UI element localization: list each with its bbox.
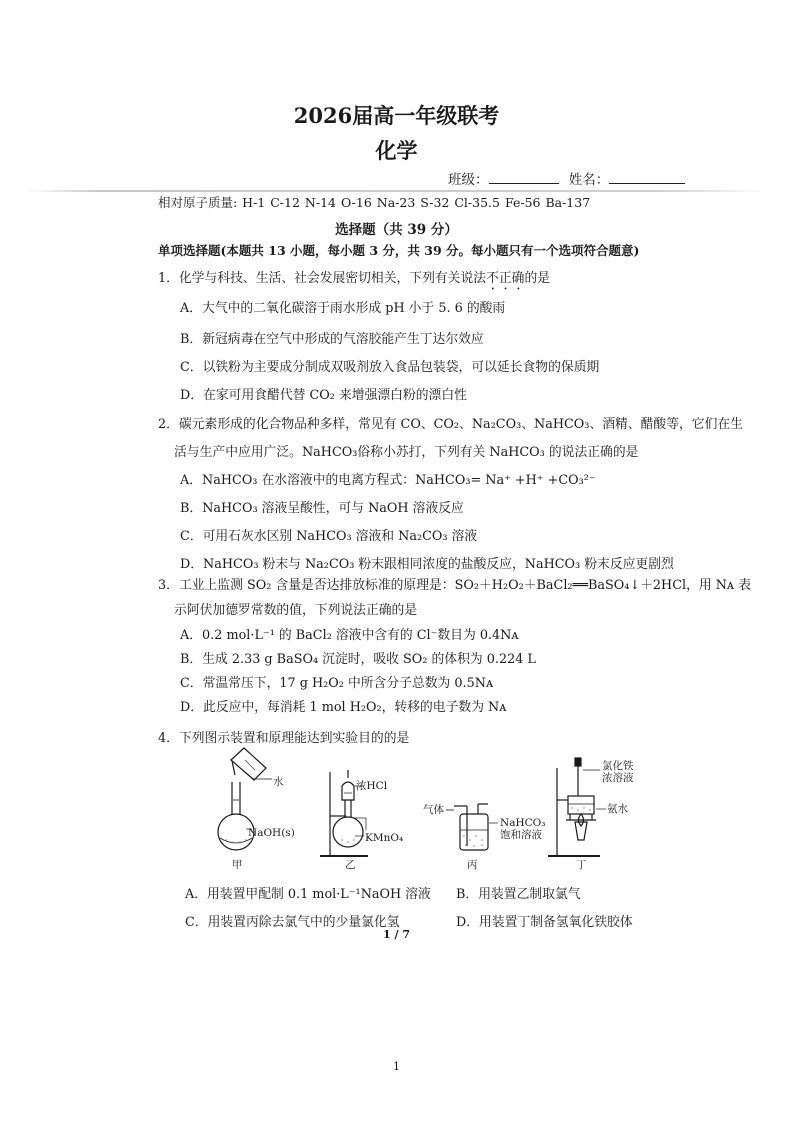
label-gas: 气体 xyxy=(423,804,444,816)
q4-stem: 4．下列图示装置和原理能达到实验目的的是 xyxy=(158,731,410,746)
q3-stem-1: 3．工业上监测 SO₂ 含量是否达排放标准的原理是：SO₂＋H₂O₂＋BaCl₂══BaSO₄↓＋2HCl，用 Nᴀ 表 xyxy=(158,578,752,593)
q1-option-c: C．以铁粉为主要成分制成双吸剂放入食品包装袋，可以延长食物的保质期 xyxy=(180,360,600,375)
footer-page-number: 1 xyxy=(393,1060,400,1073)
section-instruction: 单项选择题(本题共 13 小题，每小题 3 分，共 39 分。每小题只有一个选项符合题意) xyxy=(158,243,640,258)
subject-title: 化学 xyxy=(375,138,418,163)
q1-option-a: A．大气中的二氧化碳溶于雨水形成 pH 小于 5. 6 的酸雨 xyxy=(180,301,506,316)
q1-emphasis: 不正确 xyxy=(486,271,525,286)
atomic-masses: 相对原子质量: H-1 C-12 N-14 O-16 Na-23 S-32 Cl-35.5 Fe-56 Ba-137 xyxy=(158,195,591,210)
q2-option-d: D．NaHCO₃ 粉末与 Na₂CO₃ 粉末跟相同浓度的盐酸反应，NaHCO₃ 粉末反应更剧烈 xyxy=(180,557,674,572)
exam-title: 2026届高一年级联考 xyxy=(293,103,500,128)
caption-jia: 甲 xyxy=(232,859,243,871)
q3-option-d: D．此反应中，每消耗 1 mol H₂O₂，转移的电子数为 Nᴀ xyxy=(180,700,507,715)
class-label: 班级： xyxy=(448,172,489,188)
q2-option-b: B．NaHCO₃ 溶液呈酸性，可与 NaOH 溶液反应 xyxy=(180,501,464,516)
q4-option-b: B．用装置乙制取氯气 xyxy=(456,887,581,902)
label-fecl3-2: 浓溶液 xyxy=(602,772,634,784)
q2-stem-1: 2．碳元素形成的化合物品种多样，常见有 CO、CO₂、Na₂CO₃、NaHCO₃、酒精、醋酸等，它们在生 xyxy=(158,417,743,432)
page-indicator: 1 / 7 xyxy=(383,928,410,941)
q1-option-d: D．在家可用食醋代替 CO₂ 来增强漂白粉的漂白性 xyxy=(180,388,467,403)
caption-bing: 丙 xyxy=(467,859,478,871)
label-fecl3-1: 氯化铁 xyxy=(602,760,634,772)
q3-stem-2: 示阿伏加德罗常数的值，下列说法正确的是 xyxy=(174,603,418,618)
q1-option-b: B．新冠病毒在空气中形成的气溶胶能产生丁达尔效应 xyxy=(180,332,484,347)
name-label: 姓名： xyxy=(568,172,610,188)
apparatus-ding xyxy=(548,758,606,856)
apparatus-bing xyxy=(446,804,498,850)
label-saturated: 饱和溶液 xyxy=(500,829,542,841)
label-hcl: 浓HCl xyxy=(356,780,388,792)
q4-option-c: C．用装置丙除去氯气中的少量氯化氢 xyxy=(185,915,400,930)
label-kmno4: KMnO₄ xyxy=(365,832,404,844)
section-title: 选择题（共 39 分） xyxy=(335,222,458,238)
caption-ding: 丁 xyxy=(576,859,587,871)
q3-option-b: B．生成 2.33 g BaSO₄ 沉淀时，吸收 SO₂ 的体积为 0.224 L xyxy=(180,652,536,667)
label-naoh: NaOH(s) xyxy=(248,827,295,839)
q3-option-c: C．常温常压下，17 g H₂O₂ 中所含分子总数为 0.5Nᴀ xyxy=(180,676,494,691)
q2-option-a: A．NaHCO₃ 在水溶液中的电离方程式：NaHCO₃= Na⁺ +H⁺ +CO₃²⁻ xyxy=(180,473,596,488)
label-water: 水 xyxy=(273,776,284,788)
q4-option-d: D．用装置丁制备氢氧化铁胶体 xyxy=(456,915,633,930)
caption-yi: 乙 xyxy=(345,859,356,871)
q3-option-a: A．0.2 mol·L⁻¹ 的 BaCl₂ 溶液中含有的 Cl⁻数目为 0.4Nᴀ xyxy=(180,628,519,643)
q2-option-c: C．可用石灰水区别 NaHCO₃ 溶液和 Na₂CO₃ 溶液 xyxy=(180,529,478,544)
label-ammonia: 氨水 xyxy=(607,803,628,815)
label-nahco3: NaHCO₃ xyxy=(500,817,546,829)
q1-stem: 1．化学与科技、生活、社会发展密切相关，下列有关说法不正确的是 xyxy=(158,271,551,286)
q2-stem-2: 活与生产中应用广泛。NaHCO₃俗称小苏打，下列有关 NaHCO₃ 的说法正确的是 xyxy=(174,445,639,460)
q4-option-a: A．用装置甲配制 0.1 mol·L⁻¹NaOH 溶液 xyxy=(185,887,431,902)
